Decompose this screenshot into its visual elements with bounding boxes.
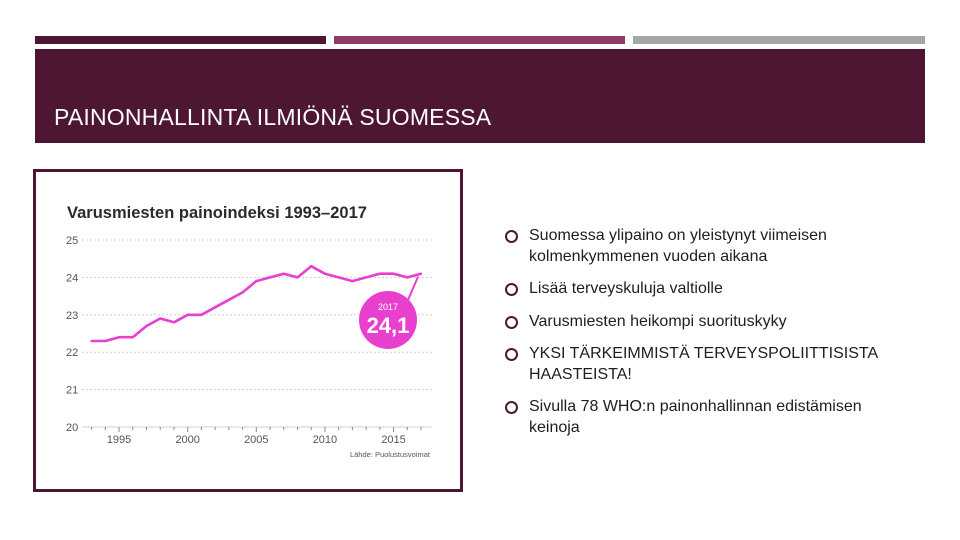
circle-bullet-icon <box>505 348 518 361</box>
chart-source: Lähde: Puolustusvoimat <box>349 450 430 459</box>
y-tick-label: 21 <box>66 384 79 397</box>
data-point <box>324 272 326 274</box>
data-point <box>337 276 339 278</box>
bullet-item <box>503 279 913 300</box>
circle-bullet-icon <box>505 316 518 329</box>
y-tick-label: 24 <box>66 272 79 285</box>
data-point <box>283 272 285 274</box>
x-tick-label: 2000 <box>175 434 200 446</box>
data-point <box>296 276 298 278</box>
data-point <box>269 276 271 278</box>
bullet-text: Varusmiesten heikompi suorituskyky <box>529 312 787 330</box>
y-tick-label: 20 <box>66 422 79 434</box>
x-tick-label: 1995 <box>106 434 132 446</box>
data-point <box>214 306 216 308</box>
data-point <box>145 325 147 327</box>
data-point <box>228 299 230 301</box>
bullet-item <box>503 344 913 385</box>
data-point <box>365 276 367 278</box>
accent-bar-gray <box>633 36 925 44</box>
bullet-text: Suomessa ylipaino on yleistynyt viimeisen kolmenkymmenen vuoden aikana <box>529 227 827 265</box>
circle-bullet-icon <box>505 230 518 243</box>
callout-year: 2017 <box>377 302 399 312</box>
data-point <box>392 272 394 274</box>
x-tick-label: 2015 <box>381 434 406 446</box>
circle-bullet-icon <box>505 401 518 414</box>
y-tick-label: 25 <box>66 235 79 247</box>
callout-pointer <box>408 277 418 300</box>
data-point <box>173 321 175 323</box>
data-point <box>132 336 134 338</box>
y-tick-label: 22 <box>66 347 79 360</box>
slide-title: PAINONHALLINTA ILMIÖNÄ SUOMESSA <box>54 104 492 130</box>
bullet-item <box>503 226 913 267</box>
chart-image <box>33 169 463 492</box>
line-chart <box>36 172 460 489</box>
bullet-text: Sivulla 78 WHO:n painonhallinnan edistämisen keinoja <box>529 398 862 436</box>
data-point <box>186 314 188 316</box>
title-banner <box>35 49 925 143</box>
y-tick-label: 23 <box>66 309 79 322</box>
data-point <box>310 265 312 267</box>
accent-bar-plum <box>334 36 625 44</box>
data-point <box>406 276 408 278</box>
chart-title: Varusmiesten painoindeksi 1993–2017 <box>67 204 367 222</box>
bullet-text: YKSI TÄRKEIMMISTÄ TERVEYSPOLIITTISISTA HAASTEISTA! <box>529 345 878 383</box>
bullet-item <box>503 397 913 438</box>
data-point <box>200 314 202 316</box>
bullet-list <box>503 226 913 450</box>
data-point <box>90 340 92 342</box>
bullet-item <box>503 312 913 333</box>
accent-bar-dark <box>35 36 326 44</box>
data-point <box>159 317 161 319</box>
data-point <box>351 280 353 282</box>
data-point <box>255 280 257 282</box>
callout-value: 24,1 <box>366 313 410 338</box>
data-point <box>104 340 106 342</box>
data-point <box>241 291 243 293</box>
x-tick-label: 2005 <box>244 434 269 446</box>
bullet-text: Lisää terveyskuluja valtiolle <box>529 280 723 297</box>
data-point <box>379 272 381 274</box>
data-point <box>118 336 120 338</box>
circle-bullet-icon <box>505 283 518 296</box>
data-point <box>420 272 422 274</box>
x-tick-label: 2010 <box>312 434 338 446</box>
